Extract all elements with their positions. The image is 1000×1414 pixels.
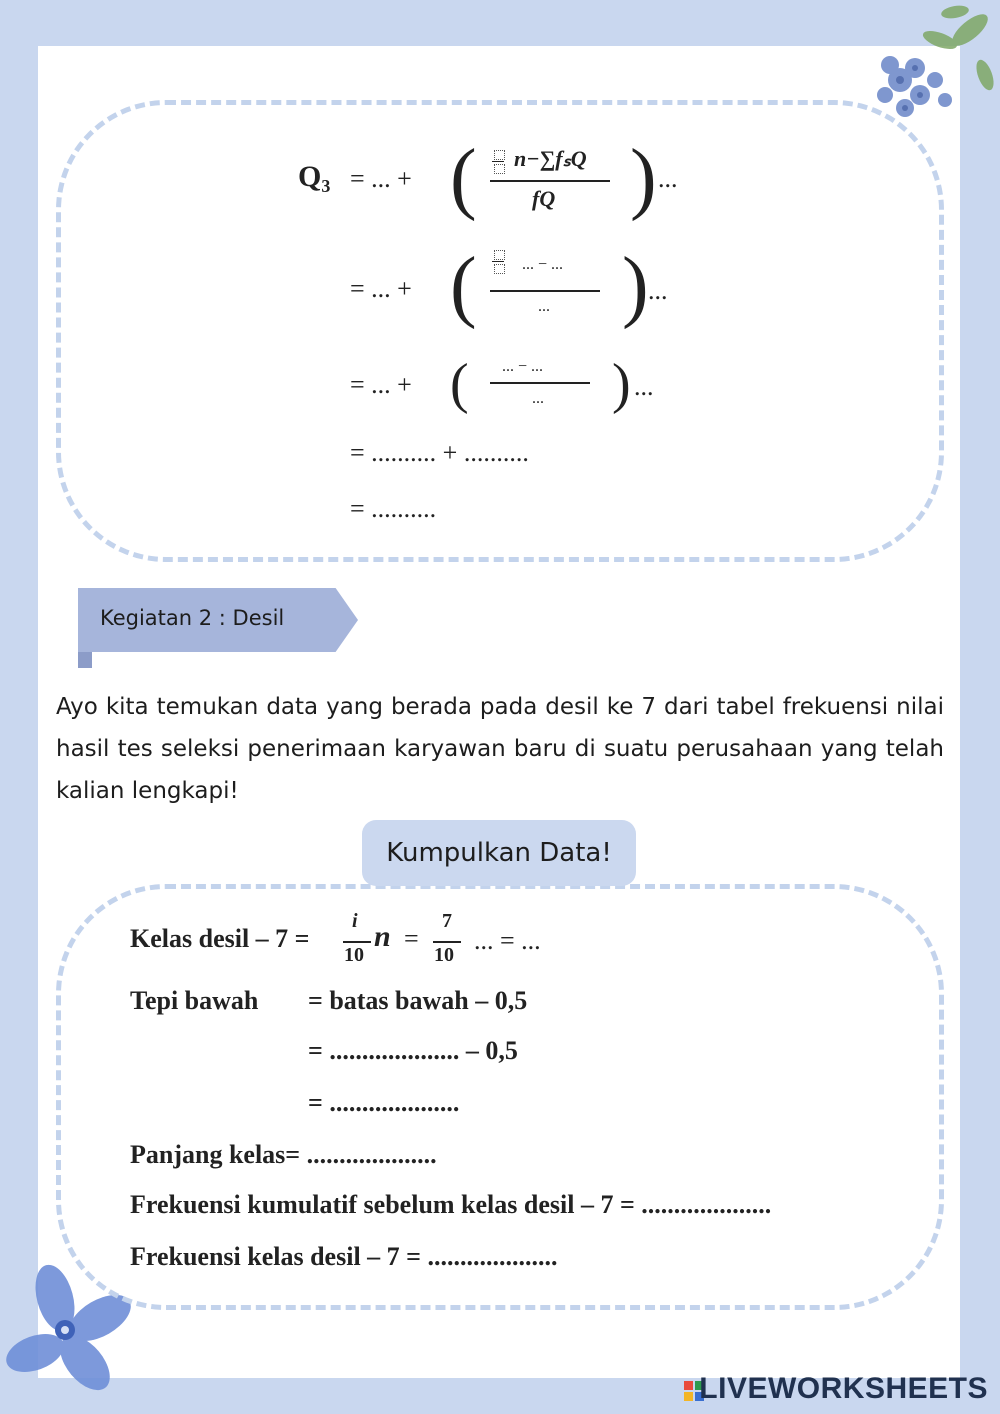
q-symbol: Q xyxy=(298,160,322,193)
frac1-line xyxy=(343,941,371,943)
row3-right-paren: ) xyxy=(612,353,631,415)
row3-denominator: ... xyxy=(532,390,544,407)
collect-data-pill xyxy=(362,820,636,886)
row1-fraction-line xyxy=(490,180,610,182)
row2-box-line xyxy=(492,261,504,262)
quartile-label xyxy=(298,160,330,197)
row4: = .......... + .......... xyxy=(350,438,529,467)
row2-tail: ... xyxy=(648,276,668,305)
lower-edge-label: Tepi bawah xyxy=(130,986,259,1015)
class-length: Panjang kelas= .................... xyxy=(130,1140,437,1169)
row3-fraction-line xyxy=(490,382,590,384)
instruction-text: Ayo kita temukan data yang berada pada desil ke 7 dari tabel frekuensi nilai hasil tes seleksi penerimaan karyawan baru di suatu perusahaan yang telah kalian lengkapi! xyxy=(56,694,944,804)
collect-data-title: Kumpulkan Data! xyxy=(386,838,612,868)
row1-tail: ... xyxy=(658,164,678,193)
decile-class-label: Kelas desil – 7 = xyxy=(130,924,310,953)
row1-lead: = ... + xyxy=(350,164,412,193)
row1-box-line xyxy=(492,161,504,162)
row1-box-bottom xyxy=(494,164,505,174)
q-subscript: 3 xyxy=(321,176,331,196)
frac1-numerator: i xyxy=(352,910,358,932)
lower-edge-step3: = .................... xyxy=(308,1088,460,1117)
activity-tag-label: Kegiatan 2 : Desil xyxy=(100,606,285,630)
frac2-numerator: 7 xyxy=(442,910,452,932)
frac1-denominator: 10 xyxy=(344,944,364,966)
frac2-line xyxy=(433,941,461,943)
row1-right-paren: ) xyxy=(630,134,657,222)
row1-numerator: n−∑fₛQ xyxy=(514,146,587,171)
row3-lead: = ... + xyxy=(350,370,412,399)
row2-fraction-line xyxy=(490,290,600,292)
row5: = .......... xyxy=(350,494,437,523)
row2-right-paren: ) xyxy=(622,242,649,330)
liveworksheets-brand: LIVEWORKSHEETS xyxy=(699,1372,988,1405)
equals-sign: = xyxy=(404,924,419,953)
row1-box-top xyxy=(494,150,505,160)
row2-left-paren: ( xyxy=(450,242,477,330)
row2-box-bottom xyxy=(494,264,505,274)
row3-numerator: ... − ... xyxy=(502,358,544,375)
cumulative-frequency: Frekuensi kumulatif sebelum kelas desil – 7 = .................... xyxy=(130,1190,772,1219)
class-frequency: Frekuensi kelas desil – 7 = .................... xyxy=(130,1242,558,1271)
row3-tail: ... xyxy=(634,372,654,401)
frac2-denominator: 10 xyxy=(434,944,454,966)
row2-lead: = ... + xyxy=(350,274,412,303)
lower-edge-formula: = batas bawah – 0,5 xyxy=(308,986,528,1015)
n-symbol: n xyxy=(374,920,391,953)
row2-numerator: ... − ... xyxy=(522,256,564,273)
row3-left-paren: ( xyxy=(450,353,469,415)
lower-edge-step2: = .................... – 0,5 xyxy=(308,1036,518,1065)
row2-denominator: ... xyxy=(538,298,550,315)
row1-denominator: fQ xyxy=(532,186,556,211)
row1-left-paren: ( xyxy=(450,134,477,222)
decile-tail: ... = ... xyxy=(474,926,541,955)
row2-box-top xyxy=(494,250,505,260)
